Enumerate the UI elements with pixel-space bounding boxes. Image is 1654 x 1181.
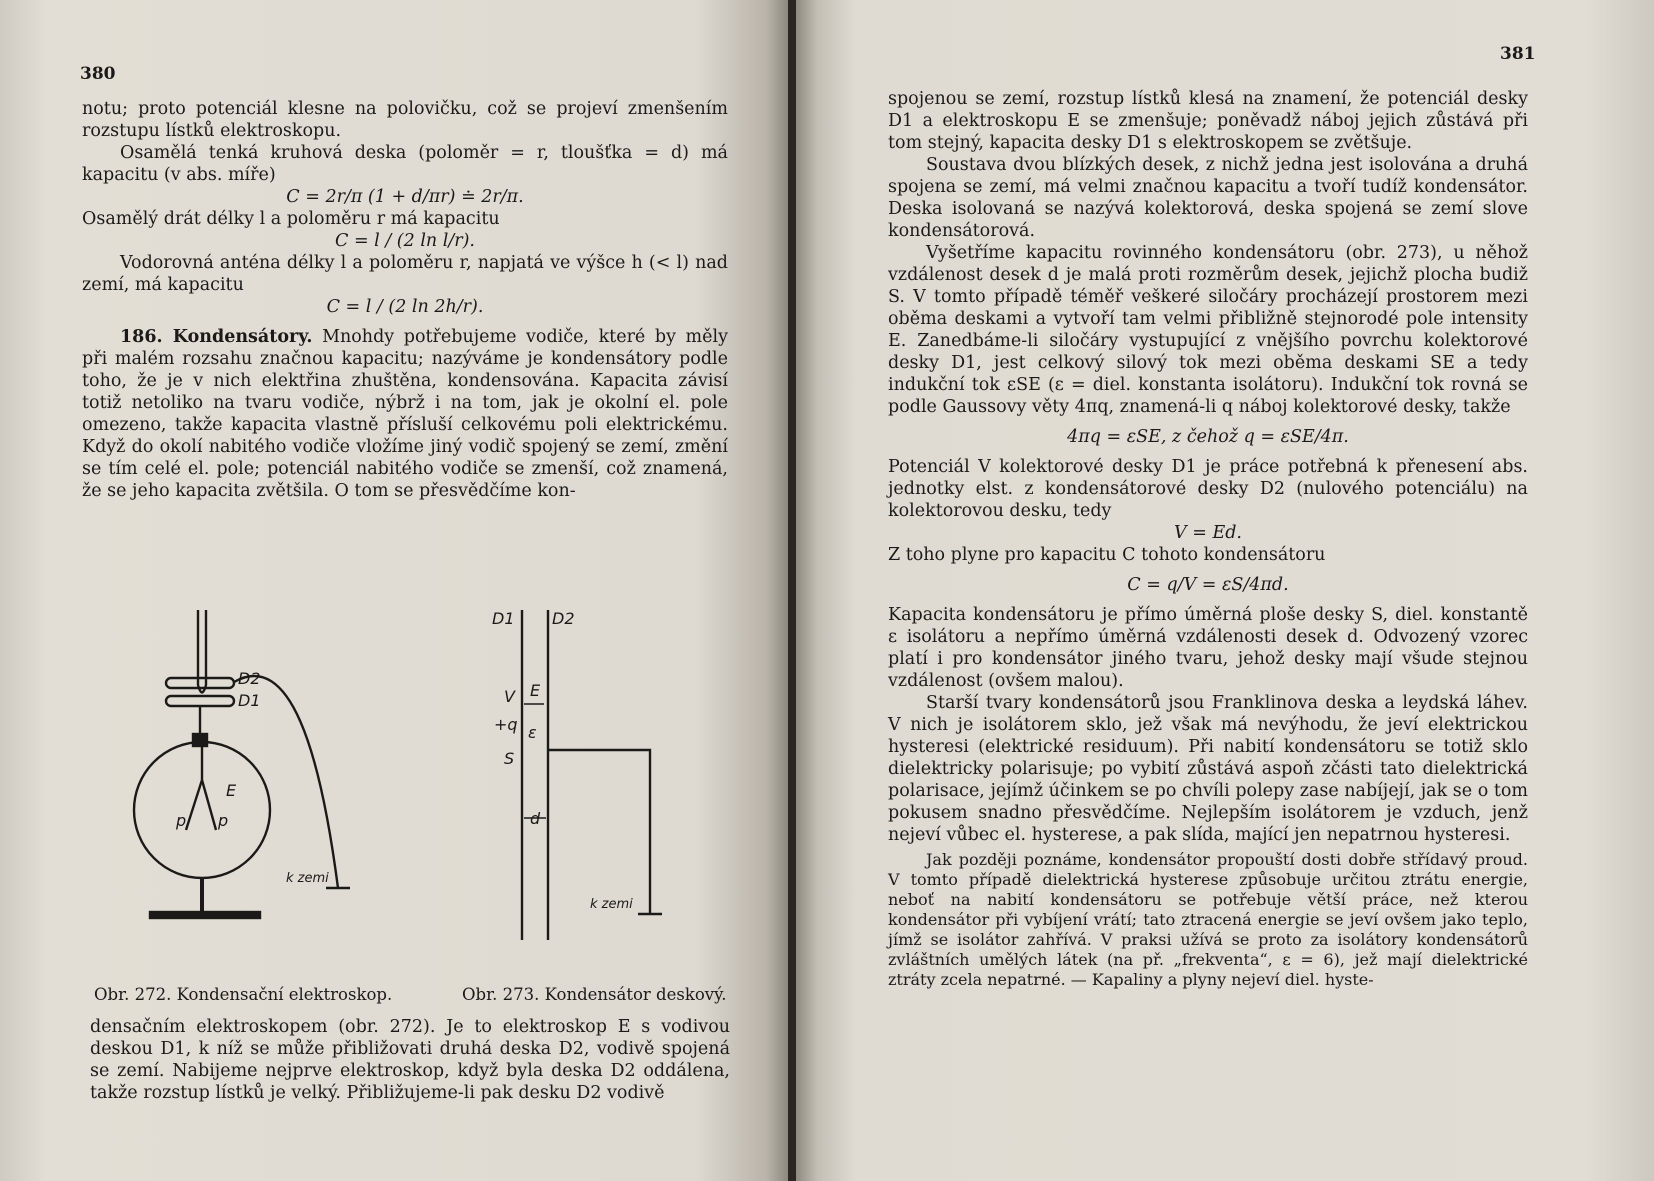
- paragraph-wire: Osamělý drát délky l a poloměru r má kapacitu: [82, 209, 500, 229]
- caption-figure-273: Obr. 273. Kondensátor deskový.: [462, 985, 727, 1004]
- formula-potential: V = Ed.: [1174, 523, 1242, 543]
- paragraph-antenna: Vodorovná anténa délky l a poloměru r, napjatá ve výšce h (< l) nad zemí, má kapacitu: [82, 253, 728, 295]
- plate-d2: [166, 678, 234, 688]
- right-page-text: [888, 88, 1528, 990]
- label-q: +q: [494, 715, 518, 734]
- left-page-text: [82, 98, 728, 502]
- paragraph-r4: Potenciál V kolektorové desky D1 je práce potřebná k přenesení abs. jednotky elst. z kondensátorové desky D2 (nulového potenciálu) na kolektorovou desku, tedy: [888, 457, 1528, 521]
- formula-gauss: 4πq = εSE, z čehož q = εSE/4π.: [1067, 427, 1349, 447]
- label-d1-273: D1: [492, 609, 515, 628]
- paragraph-continuation: densačním elektroskopem (obr. 272). Je to elektroskop E s vodivou deskou D1, k níž se může přibližovati druhá deska D2, vodivě spojená se zemí. Nabijeme nejprve elektroskop, když byla deska D2 oddálena, takže rozstup lístků je velký. Přibližujeme-li pak desku D2 vodivě: [90, 1017, 730, 1103]
- paragraph-r5: Z toho plyne pro kapacitu C tohoto kondensátoru: [888, 545, 1326, 565]
- paragraph-r1: spojenou se zemí, rozstup lístků klesá na znamení, že potenciál desky D1 a elektroskopu E se zmenšuje; poněvadž náboj jejich zůstává při tom stejný, kapacita desky D1 s elektroskopem se zvětšuje.: [888, 89, 1528, 153]
- paragraph-r6: Kapacita kondensátoru je přímo úměrná ploše desky S, diel. konstantě ε isolátoru a nepřímo úměrná vzdálenosti desek d. Odvozený vzorec platí i pro kondensátor jiného tvaru, jehož desky mají všude stejnou vzdálenost (ovšem malou).: [888, 605, 1528, 691]
- label-e-273: E: [530, 681, 541, 700]
- label-s: S: [504, 749, 515, 768]
- figures: [90, 609, 740, 960]
- figure-drawings: [90, 609, 740, 960]
- paragraph-intro: notu; proto potenciál klesne na polovičku, což se projeví zmenšením rozstupu lístků elektroskopu.: [82, 99, 728, 141]
- paragraph-disk: Osamělá tenká kruhová deska (poloměr = r, tloušťka = d) má kapacitu (v abs. míře): [82, 143, 728, 185]
- paragraph-r3: Vyšetříme kapacitu rovinného kondensátoru (obr. 273), u něhož vzdálenost desek d je malá proti rozměrům desek, jejichž plocha budiž S. V tomto případě téměř veškeré siločáry procházejí prostorem mezi oběma deskami a vytvoří tam velmi přibližně stejnorodé pole intensity E. Zanedbáme-li siločáry vystupující z vnějšího povrchu kolektorové desky D1, jest celkový silový tok mezi oběma deskami SE a tedy indukční tok εSE (ε = diel. konstanta isolátoru). Indukční tok rovná se podle Gaussovy věty 4πq, znamená-li q náboj kolektorové desky, takže: [888, 243, 1528, 417]
- label-e: E: [226, 781, 237, 800]
- figure-273: [522, 610, 662, 940]
- label-d2-273: D2: [552, 609, 575, 628]
- leaves: [186, 746, 216, 830]
- label-d: d: [530, 809, 541, 828]
- page-number-left: 380: [80, 64, 116, 84]
- label-ground-272: k zemi: [286, 871, 329, 886]
- formula-capacity: C = q/V = εS/4πd.: [1127, 575, 1289, 595]
- left-page-bottom-text: [90, 1016, 730, 1104]
- ground-wire-273: [548, 750, 650, 914]
- label-p-left: p: [176, 811, 187, 830]
- caption-figure-272: Obr. 272. Kondensační elektroskop.: [94, 985, 393, 1004]
- formula-antenna-capacity: C = l / (2 ln 2h/r).: [326, 297, 484, 317]
- page-number-right: 381: [1500, 44, 1536, 64]
- paragraph-r7: Starší tvary kondensátorů jsou Franklinova deska a leydská láhev. V nich je isolátorem sklo, jež však má nevýhodu, že jeví elektrickou hysteresi (elektrické residuum). Při nabití kondensátoru se totiž sklo dielektricky polarisuje; po vybití zůstává aspoň zčásti tato dielektrická polarisace, jejímž účinkem se po chvíli polepy zase nabíjejí, jak se o tom pokusem snadno přesvědčíme. Nejlepším isolátorem je vzduch, jenž nejeví vůbec el. hysterese, a pak slída, mající jen nepatrnou hysteresi.: [888, 693, 1528, 845]
- section-186: [82, 326, 728, 502]
- label-ground-273: k zemi: [590, 897, 633, 912]
- label-d2: D2: [238, 669, 261, 688]
- insulator: [193, 734, 207, 746]
- section-heading: 186. Kondensátory.: [120, 327, 313, 347]
- paragraph-r8: Jak později poznáme, kondensátor propouští dosti dobře střídavý proud. V tomto případě dielektrická hysterese způsobuje určitou ztrátu energie, neboť na nabití kondensátoru se potřebuje větší práce, než kterou kondensátor při vybíjení vrátí; tato ztracená energie se jeví ovšem jako teplo, jímž se isolátor zahřívá. V praksi užívá se proto za isolátory kondensátorů zvláštních umělých látek (na př. „frekventa“, ε = 6), jež mají dielektrické ztráty zcela nepatrné. — Kapaliny a plyny nejeví diel. hyste-: [888, 850, 1528, 989]
- label-d1: D1: [238, 691, 261, 710]
- formula-disk-capacity: C = 2r/π (1 + d/πr) ≐ 2r/π.: [286, 187, 524, 207]
- base: [150, 912, 260, 918]
- label-epsilon: ε: [528, 723, 537, 742]
- label-v: V: [504, 687, 515, 706]
- paragraph-r2: Soustava dvou blízkých desek, z nichž jedna jest isolována a druhá spojena se zemí, má velmi značnou kapacitu a tvoří tudíž kondensátor. Deska isolovaná se nazývá kolektorová, deska spojená se zemí slove kondensátorová.: [888, 155, 1528, 241]
- section-text: Mnohdy potřebujeme vodiče, které by měly při malém rozsahu značnou kapacitu; nazýváme je kondensátory podle toho, že je v nich elektřina zhuštěna, kondensována. Kapacita závisí totiž netoliko na tvaru vodiče, nýbrž i na tom, jak je okolní el. pole omezeno, takže kapacita vlastně přísluší celkovému poli elektrickému. Když do okolí nabitého vodiče vložíme jiný vodič spojený se zemí, změní se tím celé el. pole; potenciál nabitého vodiče se zmenší, což znamená, že se jeho kapacita zvětšila. O tom se přesvědčíme kon-: [82, 327, 728, 501]
- label-p-right: p: [218, 811, 229, 830]
- plate-d1: [166, 696, 234, 706]
- formula-wire-capacity: C = l / (2 ln l/r).: [335, 231, 475, 251]
